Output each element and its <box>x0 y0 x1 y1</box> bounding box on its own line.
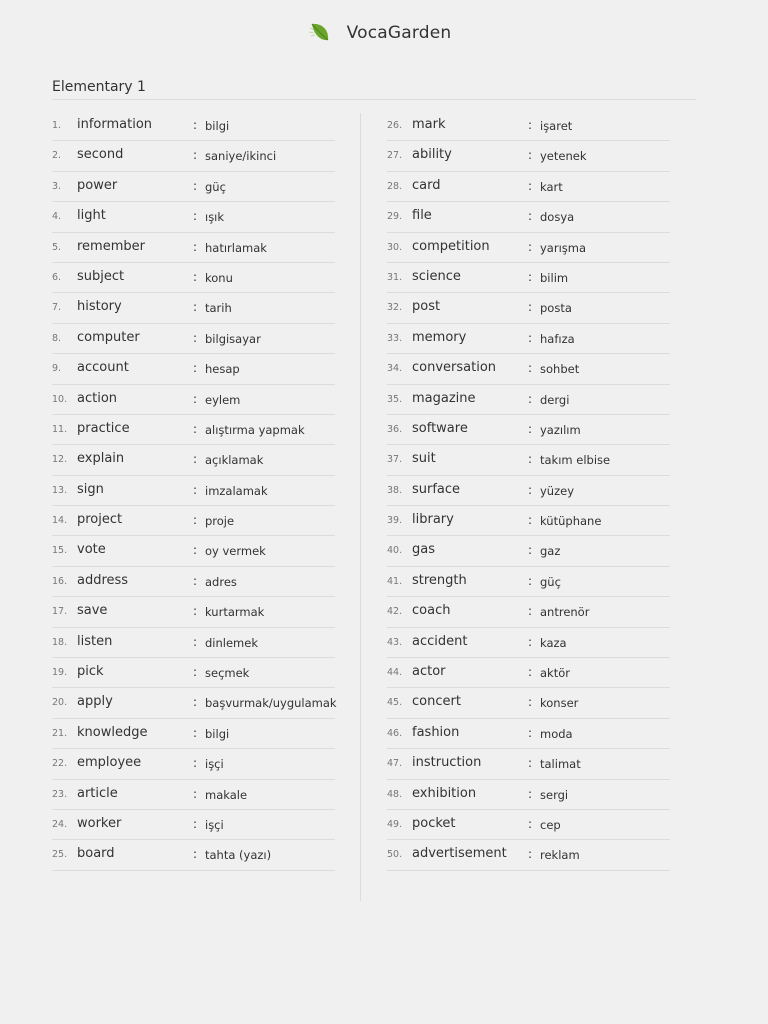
english-word: file <box>412 208 432 224</box>
word-row <box>387 172 670 202</box>
word-row <box>387 628 670 658</box>
word-row <box>387 233 670 263</box>
turkish-translation: hesap <box>205 362 240 377</box>
english-word: knowledge <box>77 724 148 740</box>
word-number: 30. <box>387 241 403 253</box>
word-row <box>387 293 670 323</box>
word-row <box>52 688 335 718</box>
turkish-translation: dergi <box>540 392 570 407</box>
separator: : <box>193 847 198 862</box>
turkish-translation: cep <box>540 817 561 832</box>
separator: : <box>193 118 198 132</box>
word-row <box>52 233 335 263</box>
english-word: information <box>77 117 153 132</box>
turkish-translation: moda <box>540 726 573 741</box>
word-row <box>387 111 670 141</box>
word-row <box>52 628 335 658</box>
word-number: 48. <box>387 788 403 800</box>
english-word: ability <box>412 147 452 163</box>
word-number: 36. <box>387 423 403 435</box>
word-row <box>387 658 670 688</box>
separator: : <box>528 269 533 284</box>
english-word: accident <box>412 633 468 649</box>
separator: : <box>528 178 533 193</box>
word-row <box>52 810 335 840</box>
separator: : <box>193 816 198 831</box>
separator: : <box>528 847 533 862</box>
word-row <box>387 263 670 293</box>
separator: : <box>193 209 198 224</box>
word-number: 15. <box>52 545 68 557</box>
separator: : <box>193 665 198 680</box>
turkish-translation: eylem <box>205 392 241 407</box>
word-number: 50. <box>387 849 403 861</box>
separator: : <box>193 452 198 467</box>
word-number: 46. <box>387 727 403 739</box>
separator: : <box>528 543 533 558</box>
word-row <box>387 780 670 810</box>
word-number: 28. <box>387 180 403 192</box>
turkish-translation: yarışma <box>540 240 587 255</box>
separator: : <box>528 482 533 497</box>
separator: : <box>193 482 198 497</box>
word-row <box>52 385 335 415</box>
separator: : <box>528 756 533 771</box>
turkish-translation: gaz <box>540 544 561 559</box>
word-row <box>387 536 670 566</box>
separator: : <box>193 330 198 345</box>
turkish-translation: hatırlamak <box>205 240 267 255</box>
word-number: 12. <box>52 454 68 466</box>
turkish-translation: dinlemek <box>205 635 258 650</box>
english-word: remember <box>77 238 145 254</box>
word-row <box>52 749 335 779</box>
word-row <box>387 749 670 779</box>
english-word: science <box>412 268 461 284</box>
word-number: 35. <box>387 393 403 405</box>
separator: : <box>528 573 533 588</box>
word-number: 37. <box>387 454 403 466</box>
word-row <box>387 415 670 445</box>
separator: : <box>193 513 198 528</box>
english-word: practice <box>77 420 130 436</box>
turkish-translation: adres <box>205 574 237 589</box>
word-number: 44. <box>387 667 403 679</box>
section-title: Elementary 1 <box>52 79 146 95</box>
turkish-translation: işçi <box>205 817 224 832</box>
turkish-translation: bilgi <box>205 119 230 133</box>
separator: : <box>528 239 533 254</box>
separator: : <box>528 452 533 467</box>
turkish-translation: kütüphane <box>540 514 602 529</box>
word-row <box>387 688 670 718</box>
word-row <box>52 506 335 536</box>
word-row <box>52 415 335 445</box>
word-row <box>387 719 670 749</box>
word-row <box>387 202 670 232</box>
word-number: 1. <box>52 120 62 131</box>
english-word: software <box>412 420 468 436</box>
english-word: account <box>77 360 129 376</box>
word-number: 34. <box>387 363 403 375</box>
word-number: 3. <box>52 180 62 192</box>
english-word: subject <box>77 268 125 284</box>
english-word: card <box>412 177 441 193</box>
leaf-icon <box>307 20 333 46</box>
separator: : <box>528 148 533 163</box>
turkish-translation: konu <box>205 270 233 285</box>
turkish-translation: sohbet <box>540 362 580 377</box>
turkish-translation: işaret <box>540 119 573 133</box>
word-row <box>52 840 335 870</box>
word-row <box>52 202 335 232</box>
turkish-translation: talimat <box>540 757 581 772</box>
word-number: 25. <box>52 849 68 861</box>
word-number: 38. <box>387 484 403 496</box>
word-number: 26. <box>387 120 403 131</box>
word-number: 27. <box>387 150 403 162</box>
turkish-translation: güç <box>540 574 561 589</box>
english-word: coach <box>412 603 451 619</box>
word-row <box>52 567 335 597</box>
english-word: sign <box>77 481 104 497</box>
turkish-translation: reklam <box>540 848 580 863</box>
separator: : <box>528 513 533 528</box>
english-word: listen <box>77 633 113 649</box>
word-number: 39. <box>387 515 403 527</box>
separator: : <box>193 725 198 740</box>
word-number: 19. <box>52 667 68 679</box>
separator: : <box>528 816 533 831</box>
english-word: suit <box>412 451 436 467</box>
separator: : <box>528 786 533 801</box>
word-number: 47. <box>387 758 403 770</box>
word-row <box>52 354 335 384</box>
english-word: competition <box>412 238 490 254</box>
word-row <box>387 141 670 171</box>
turkish-translation: proje <box>205 514 235 529</box>
word-list-right <box>387 111 670 871</box>
separator: : <box>193 543 198 558</box>
word-row <box>387 476 670 506</box>
turkish-translation: saniye/ikinci <box>205 149 277 164</box>
word-list-left <box>52 111 335 871</box>
separator: : <box>528 725 533 740</box>
word-number: 32. <box>387 302 403 314</box>
separator: : <box>193 239 198 254</box>
english-word: history <box>77 299 122 315</box>
turkish-translation: alıştırma yapmak <box>205 422 305 437</box>
turkish-translation: seçmek <box>205 666 250 681</box>
word-row <box>387 810 670 840</box>
separator: : <box>193 421 198 436</box>
english-word: address <box>77 572 129 588</box>
word-number: 21. <box>52 727 68 739</box>
turkish-translation: antrenör <box>540 605 590 620</box>
turkish-translation: kurtarmak <box>205 605 265 620</box>
word-row <box>387 445 670 475</box>
turkish-translation: makale <box>205 787 248 802</box>
word-number: 33. <box>387 332 403 344</box>
english-word: post <box>412 299 441 315</box>
english-word: light <box>77 208 106 224</box>
word-number: 16. <box>52 575 68 587</box>
separator: : <box>528 695 533 710</box>
turkish-translation: güç <box>205 179 226 194</box>
word-number: 9. <box>52 363 62 375</box>
separator: : <box>193 361 198 376</box>
word-number: 24. <box>52 818 68 830</box>
english-word: pick <box>77 664 104 680</box>
word-number: 20. <box>52 697 68 709</box>
english-word: employee <box>77 755 142 771</box>
word-row <box>387 354 670 384</box>
english-word: vote <box>77 542 106 558</box>
english-word: conversation <box>412 360 497 376</box>
english-word: action <box>77 390 118 406</box>
header <box>0 18 768 48</box>
turkish-translation: açıklamak <box>205 453 264 468</box>
word-number: 5. <box>52 241 62 253</box>
english-word: power <box>77 177 118 193</box>
english-word: strength <box>412 572 467 588</box>
word-number: 49. <box>387 818 403 830</box>
separator: : <box>193 786 198 801</box>
word-row <box>52 293 335 323</box>
separator: : <box>193 300 198 315</box>
english-word: concert <box>412 694 461 710</box>
turkish-translation: aktör <box>540 666 570 681</box>
separator: : <box>193 148 198 163</box>
english-word: apply <box>77 694 113 710</box>
word-number: 43. <box>387 636 403 648</box>
turkish-translation: tahta (yazı) <box>205 848 272 863</box>
word-row <box>52 172 335 202</box>
separator: : <box>528 118 533 132</box>
english-word: exhibition <box>412 785 477 801</box>
separator: : <box>193 634 198 649</box>
separator: : <box>528 300 533 315</box>
word-number: 18. <box>52 636 68 648</box>
separator: : <box>193 604 198 619</box>
word-number: 2. <box>52 150 62 162</box>
english-word: mark <box>412 117 446 132</box>
word-number: 42. <box>387 606 403 618</box>
word-row <box>52 536 335 566</box>
english-word: fashion <box>412 724 460 740</box>
word-number: 31. <box>387 271 403 283</box>
word-row <box>52 111 335 141</box>
title-divider <box>52 99 696 100</box>
turkish-translation: işçi <box>205 757 224 772</box>
english-word: board <box>77 846 115 862</box>
separator: : <box>193 756 198 771</box>
separator: : <box>193 391 198 406</box>
word-number: 11. <box>52 423 68 435</box>
english-word: gas <box>412 542 435 558</box>
word-row <box>387 597 670 627</box>
turkish-translation: imzalamak <box>205 483 268 498</box>
turkish-translation: bilgisayar <box>205 331 261 346</box>
word-row <box>387 324 670 354</box>
separator: : <box>528 361 533 376</box>
turkish-translation: dosya <box>540 210 575 225</box>
separator: : <box>193 269 198 284</box>
turkish-translation: bilgi <box>205 726 230 741</box>
word-number: 17. <box>52 606 68 618</box>
word-number: 13. <box>52 484 68 496</box>
word-row <box>387 567 670 597</box>
word-row <box>387 840 670 870</box>
separator: : <box>528 604 533 619</box>
word-row <box>52 658 335 688</box>
separator: : <box>193 573 198 588</box>
english-word: memory <box>412 329 467 345</box>
word-row <box>387 506 670 536</box>
english-word: explain <box>77 451 125 467</box>
turkish-translation: hafıza <box>540 331 575 346</box>
separator: : <box>528 330 533 345</box>
english-word: second <box>77 147 124 163</box>
turkish-translation: tarih <box>205 301 232 316</box>
turkish-translation: ışık <box>205 210 225 225</box>
turkish-translation: kart <box>540 179 563 194</box>
english-word: surface <box>412 481 461 497</box>
word-number: 23. <box>52 788 68 800</box>
word-number: 45. <box>387 697 403 709</box>
turkish-translation: başvurmak/uygulamak <box>205 696 337 711</box>
english-word: save <box>77 603 108 619</box>
word-row <box>52 719 335 749</box>
column-divider <box>360 113 361 901</box>
word-row <box>52 780 335 810</box>
english-word: magazine <box>412 390 476 406</box>
word-row <box>387 385 670 415</box>
word-row <box>52 141 335 171</box>
word-number: 22. <box>52 758 68 770</box>
word-row <box>52 324 335 354</box>
word-number: 29. <box>387 211 403 223</box>
separator: : <box>528 421 533 436</box>
word-number: 6. <box>52 271 62 283</box>
english-word: instruction <box>412 755 482 771</box>
word-row <box>52 476 335 506</box>
english-word: pocket <box>412 815 456 831</box>
english-word: library <box>412 512 454 528</box>
word-row <box>52 597 335 627</box>
separator: : <box>528 209 533 224</box>
turkish-translation: kaza <box>540 635 567 650</box>
turkish-translation: takım elbise <box>540 453 611 468</box>
word-row <box>52 263 335 293</box>
word-row <box>52 445 335 475</box>
english-word: project <box>77 512 123 528</box>
english-word: computer <box>77 329 140 345</box>
word-number: 4. <box>52 211 62 223</box>
turkish-translation: oy vermek <box>205 544 266 559</box>
separator: : <box>193 695 198 710</box>
turkish-translation: bilim <box>540 270 569 285</box>
english-word: article <box>77 785 118 801</box>
english-word: worker <box>77 815 122 831</box>
word-number: 7. <box>52 302 62 314</box>
word-number: 41. <box>387 575 403 587</box>
turkish-translation: yazılım <box>540 422 581 437</box>
english-word: actor <box>412 664 446 680</box>
english-word: advertisement <box>412 846 507 862</box>
word-number: 14. <box>52 515 68 527</box>
turkish-translation: posta <box>540 301 572 316</box>
word-number: 8. <box>52 332 62 344</box>
separator: : <box>193 178 198 193</box>
separator: : <box>528 665 533 680</box>
separator: : <box>528 634 533 649</box>
turkish-translation: yetenek <box>540 149 587 164</box>
turkish-translation: konser <box>540 696 579 711</box>
turkish-translation: yüzey <box>540 483 575 498</box>
word-number: 10. <box>52 393 68 405</box>
word-number: 40. <box>387 545 403 557</box>
turkish-translation: sergi <box>540 787 569 802</box>
separator: : <box>528 391 533 406</box>
brand-name: VocaGarden <box>346 23 452 43</box>
